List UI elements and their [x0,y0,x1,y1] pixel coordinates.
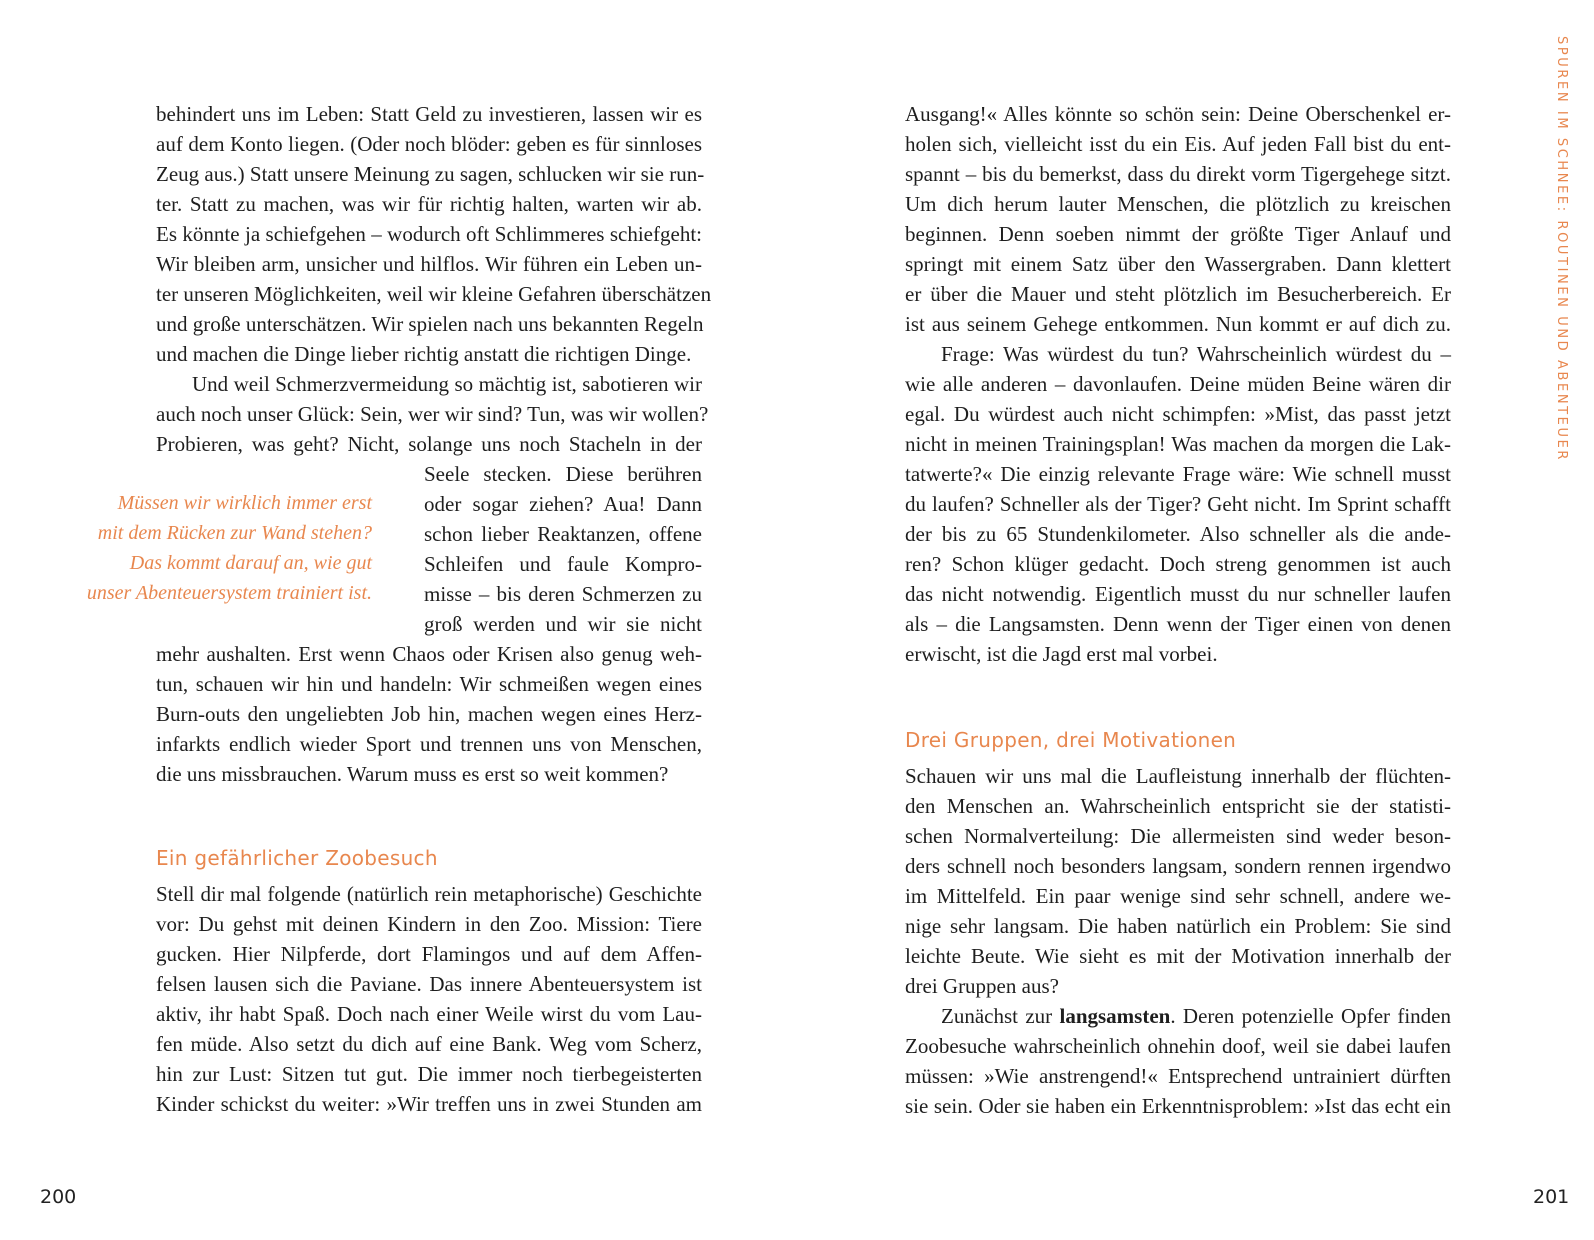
body-line: müssen: »Wie anstrengend!« Entsprechend untrainiert dürften [905,1064,1451,1088]
body-line: Zeug aus.) Statt unsere Meinung zu sagen, schlucken wir sie run- [156,162,705,186]
body-line: Kinder schickst du weiter: »Wir treffen uns in zwei Stunden am [156,1092,702,1116]
body-line: ren? Schon klüger gedacht. Doch streng genommen ist auch [905,552,1451,576]
body-line: tatwerte?« Die einzig relevante Frage wäre: Wie schnell musst [905,462,1451,486]
body-line: ter unseren Möglichkeiten, weil wir kleine Gefahren überschätzen [156,282,712,306]
section-heading: Drei Gruppen, drei Motivationen [905,728,1237,752]
body-line: misse – bis deren Schmerzen zu [424,582,702,606]
page-number-right: 201 [1533,1186,1570,1208]
text-run: . Deren potenzielle Opfer finden [1170,1004,1452,1028]
body-line: springt mit einem Satz über den Wassergraben. Dann klettert [905,252,1451,276]
text-run: Zunächst zur [941,1004,1060,1028]
body-line: nicht in meinen Trainingsplan! Was machen da morgen die Lak- [905,432,1451,456]
body-line: ter. Statt zu machen, was wir für richtig halten, warten wir ab. [156,192,702,216]
body-line: egal. Du würdest auch nicht schimpfen: »Mist, das passt jetzt [905,402,1451,426]
body-line: fen müde. Also setzt du dich auf eine Bank. Weg vom Scherz, [156,1032,702,1056]
body-line: Zoobesuche wahrscheinlich ohnehin doof, weil sie dabei laufen [905,1034,1451,1058]
body-line: er über die Mauer und steht plötzlich im Besucherbereich. Er [905,282,1451,306]
body-line: gucken. Hier Nilpferde, dort Flamingos und auf dem Affen- [156,942,702,966]
running-head: SPUREN IM SCHNEE: ROUTINEN UND ABENTEUER [1554,36,1569,463]
body-line: ist aus seinem Gehege entkommen. Nun kommt er auf dich zu. [905,312,1451,336]
body-line: sie sein. Oder sie haben ein Erkenntnisproblem: »Ist das echt ein [905,1094,1451,1118]
body-line: Stell dir mal folgende (natürlich rein metaphorische) Geschichte [156,882,702,906]
body-line: du laufen? Schneller als der Tiger? Geht nicht. Im Sprint schafft [905,492,1451,516]
body-line: aktiv, ihr habt Spaß. Doch nach einer Weile wirst du vom Lau- [156,1002,702,1026]
body-line: tun, schauen wir hin und handeln: Wir schmeißen wegen eines [156,672,702,696]
body-line: Wir bleiben arm, unsicher und hilflos. Wir führen ein Leben un- [156,252,702,276]
pull-quote-line: Müssen wir wirklich immer erst [117,492,372,514]
body-line: als – die Langsamsten. Denn wenn der Tiger einen von denen [905,612,1451,636]
bold-term: langsamsten [1059,1004,1171,1028]
pull-quote-line: unser Abenteuersystem trainiert ist. [86,582,372,604]
body-line: beginnen. Denn soeben nimmt der größte Tiger Anlauf und [905,222,1451,246]
body-line: Probieren, was geht? Nicht, solange uns noch Stacheln in der [156,432,702,456]
body-line: auch noch unser Glück: Sein, wer wir sind? Tun, was wir wollen? [156,402,709,426]
pull-quote-line: Das kommt darauf an, wie gut [129,552,372,574]
body-line: infarkts endlich wieder Sport und trennen uns von Menschen, [156,732,702,756]
body-line: den Menschen an. Wahrscheinlich entspricht sie der statisti- [905,794,1451,818]
body-line [905,1001,1451,1031]
body-line: Seele stecken. Diese berühren [424,462,702,486]
body-line: felsen lausen sich die Paviane. Das innere Abenteuersystem ist [156,972,702,996]
body-line: schon lieber Reaktanzen, offene [424,522,702,546]
body-line: mehr aushalten. Erst wenn Chaos oder Krisen also genug weh- [156,642,702,666]
body-line: Schleifen und faule Kompro- [424,552,702,576]
page-number-left: 200 [40,1186,77,1208]
body-line: erwischt, ist die Jagd erst mal vorbei. [905,642,1218,666]
body-line: und große unterschätzen. Wir spielen nach uns bekannten Regeln [156,312,704,336]
body-line: vor: Du gehst mit deinen Kindern in den Zoo. Mission: Tiere [156,912,702,936]
body-line: hin zur Lust: Sitzen tut gut. Die immer noch tierbegeisterten [156,1062,702,1086]
body-line: die uns missbrauchen. Warum muss es erst so weit kommen? [156,762,669,786]
body-line: und machen die Dinge lieber richtig anstatt die richtigen Dinge. [156,342,692,366]
body-line: ders schnell noch besonders langsam, sondern rennen irgendwo [905,854,1451,878]
body-line: nige sehr langsam. Die haben natürlich ein Problem: Sie sind [905,914,1451,938]
body-line: drei Gruppen aus? [905,974,1059,998]
body-line: im Mittelfeld. Ein paar wenige sind sehr schnell, andere we- [905,884,1451,908]
body-line: Es könnte ja schiefgehen – wodurch oft Schlimmeres schiefgeht: [156,222,702,246]
body-line: leichte Beute. Wie sieht es mit der Motivation innerhalb der [905,944,1451,968]
body-line: Schauen wir uns mal die Laufleistung innerhalb der flüchten- [905,764,1451,788]
body-line: behindert uns im Leben: Statt Geld zu investieren, lassen wir es [156,102,702,126]
body-line: das nicht notwendig. Eigentlich musst du nur schneller laufen [905,582,1451,606]
body-line: Und weil Schmerzvermeidung so mächtig ist, sabotieren wir [192,372,702,396]
body-line: oder sogar ziehen? Aua! Dann [424,492,702,516]
section-heading: Ein gefährlicher Zoobesuch [156,846,438,870]
pull-quote-line: mit dem Rücken zur Wand stehen? [97,522,372,544]
body-line: Frage: Was würdest du tun? Wahrscheinlich würdest du – [941,342,1451,366]
body-line: der bis zu 65 Stundenkilometer. Also schneller als die ande- [905,522,1451,546]
body-line: groß werden und wir sie nicht [424,612,702,636]
body-line: schen Normalverteilung: Die allermeisten sind weder beson- [905,824,1451,848]
body-line: wie alle anderen – davonlaufen. Deine müden Beine wären dir [905,372,1451,396]
body-line: Um dich herum lauter Menschen, die plötzlich zu kreischen [905,192,1451,216]
body-line: auf dem Konto liegen. (Oder noch blöder: geben es für sinnloses [156,132,702,156]
body-line: spannt – bis du bemerkst, dass du direkt vorm Tigergehege sitzt. [905,162,1451,186]
body-line: holen sich, vielleicht isst du ein Eis. Auf jeden Fall bist du ent- [905,132,1451,156]
body-line: Ausgang!« Alles könnte so schön sein: Deine Oberschenkel er- [905,102,1451,126]
body-line: Burn-outs den ungeliebten Job hin, machen wegen eines Herz- [156,702,702,726]
